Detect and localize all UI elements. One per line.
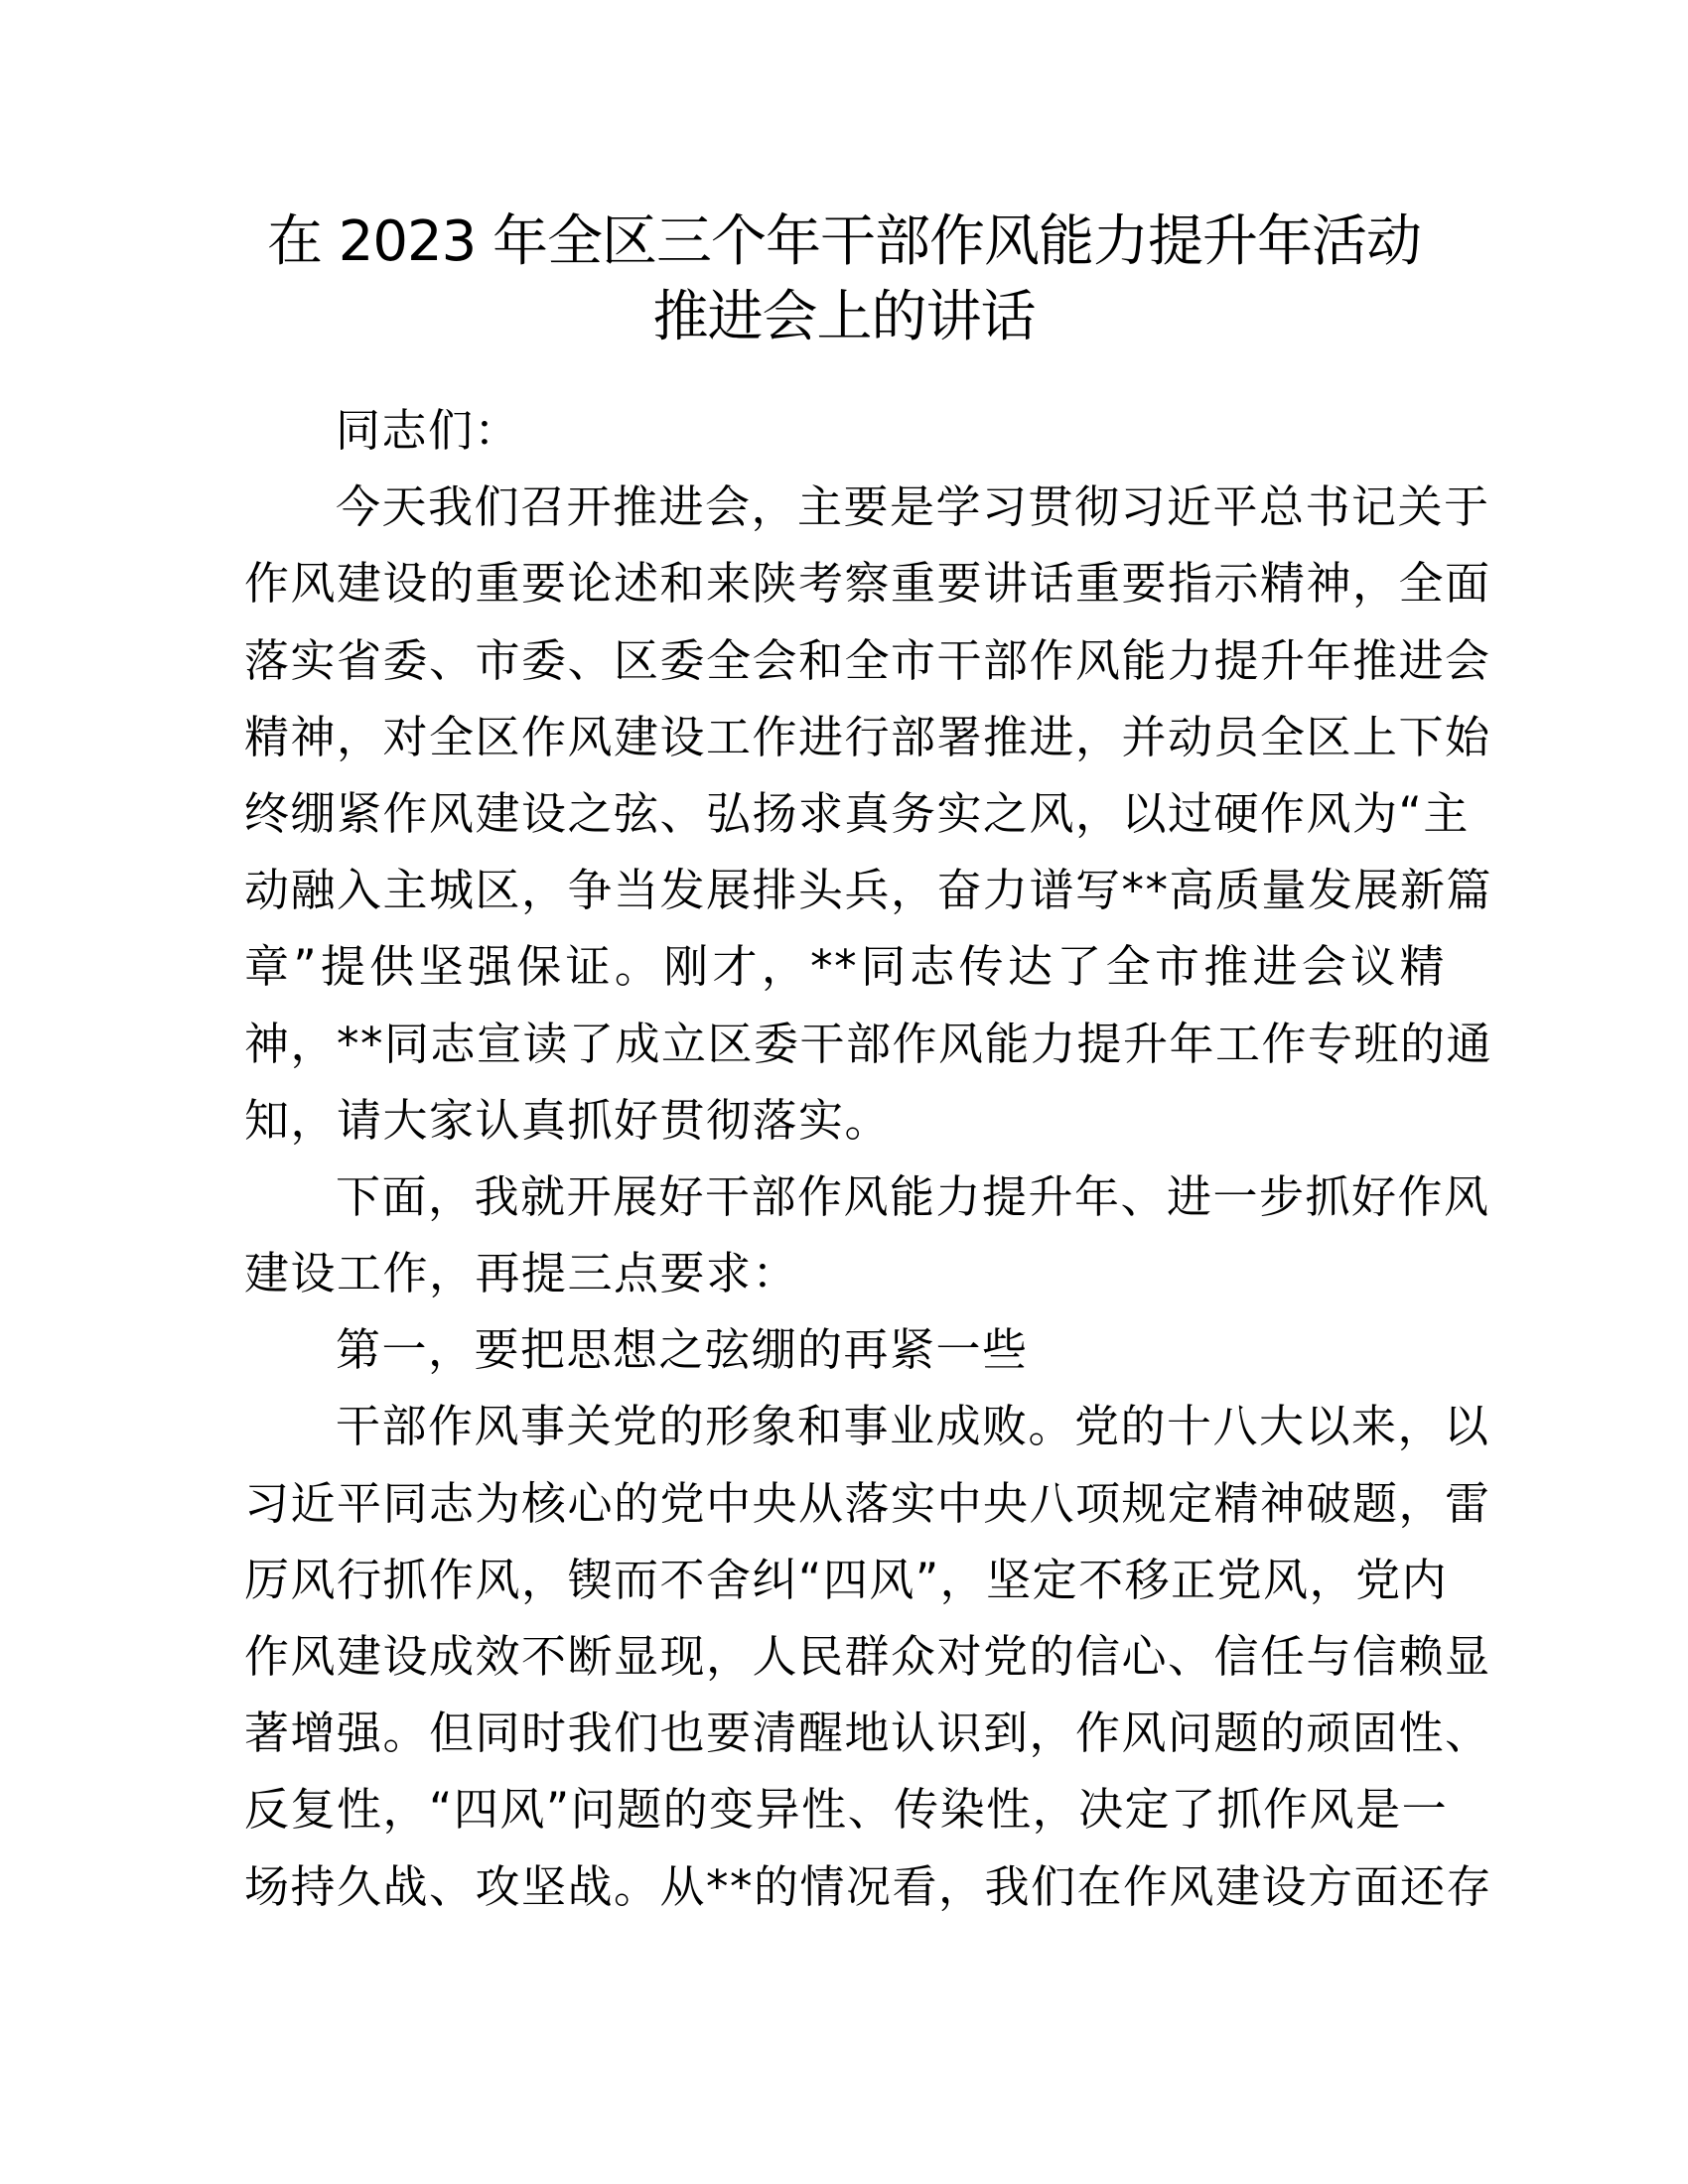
text-line: 落实省委、市委、区委全会和全市干部作风能力提升年推进会: [244, 633, 1491, 687]
text-line: 习近平同志为核心的党中央从落实中央八项规定精神破题，雷: [244, 1476, 1491, 1530]
text-line: 作风建设的重要论述和来陕考察重要讲话重要指示精神，全面: [244, 557, 1491, 611]
document-title: [238, 205, 1450, 355]
title-line-1: 在 2023 年全区三个年干部作风能力提升年活动: [266, 209, 1422, 274]
text-line: 下面，我就开展好干部作风能力提升年、进一步抓好作风: [336, 1169, 1490, 1223]
text-line: 动融入主城区，争当发展排头兵，奋力谱写**高质量发展新篇: [244, 864, 1493, 917]
text-line: 建设工作，再提三点要求：: [244, 1247, 799, 1300]
paragraph-cadre-style: [244, 1388, 1493, 1924]
document-body: [244, 392, 1493, 1925]
section-heading-first: [244, 1311, 1446, 1388]
text-line: 场持久战、攻坚战。从**的情况看，我们在作风建设方面还存: [244, 1859, 1493, 1913]
salutation: 同志们：: [336, 404, 521, 457]
text-line: 终绷紧作风建设之弦、弘扬求真务实之风，以过硬作风为“主: [244, 786, 1470, 840]
paragraph-requirements-intro: [244, 1159, 1490, 1311]
title-line-2: 推进会上的讲话: [652, 285, 1036, 349]
salutation-paragraph: [244, 392, 1446, 469]
text-line: 著增强。但同时我们也要清醒地认识到，作风问题的顽固性、: [244, 1706, 1491, 1760]
text-line: 精神，对全区作风建设工作进行部署推进，并动员全区上下始: [244, 710, 1491, 763]
text-line: 干部作风事关党的形象和事业成败。党的十八大以来，以: [336, 1400, 1490, 1453]
text-line: 作风建设成效不断显现，人民群众对党的信心、信任与信赖显: [244, 1630, 1491, 1683]
text-line: 章”提供坚强保证。刚才，**同志传达了全市推进会议精: [244, 940, 1446, 994]
text-line: 反复性，“四风”问题的变异性、传染性，决定了抓作风是一: [244, 1783, 1449, 1837]
text-line: 神，**同志宣读了成立区委干部作风能力提升年工作专班的通: [244, 1017, 1493, 1070]
section-heading: 第一，要把思想之弦绷的再紧一些: [336, 1323, 1029, 1377]
text-line: 今天我们召开推进会，主要是学习贯彻习近平总书记关于: [336, 480, 1490, 534]
text-line: 知，请大家认真抓好贯彻落实。: [244, 1093, 892, 1147]
paragraph-intro: [244, 469, 1493, 1159]
text-line: 厉风行抓作风，锲而不舍纠“四风”，坚定不移正党风，党内: [244, 1553, 1449, 1606]
